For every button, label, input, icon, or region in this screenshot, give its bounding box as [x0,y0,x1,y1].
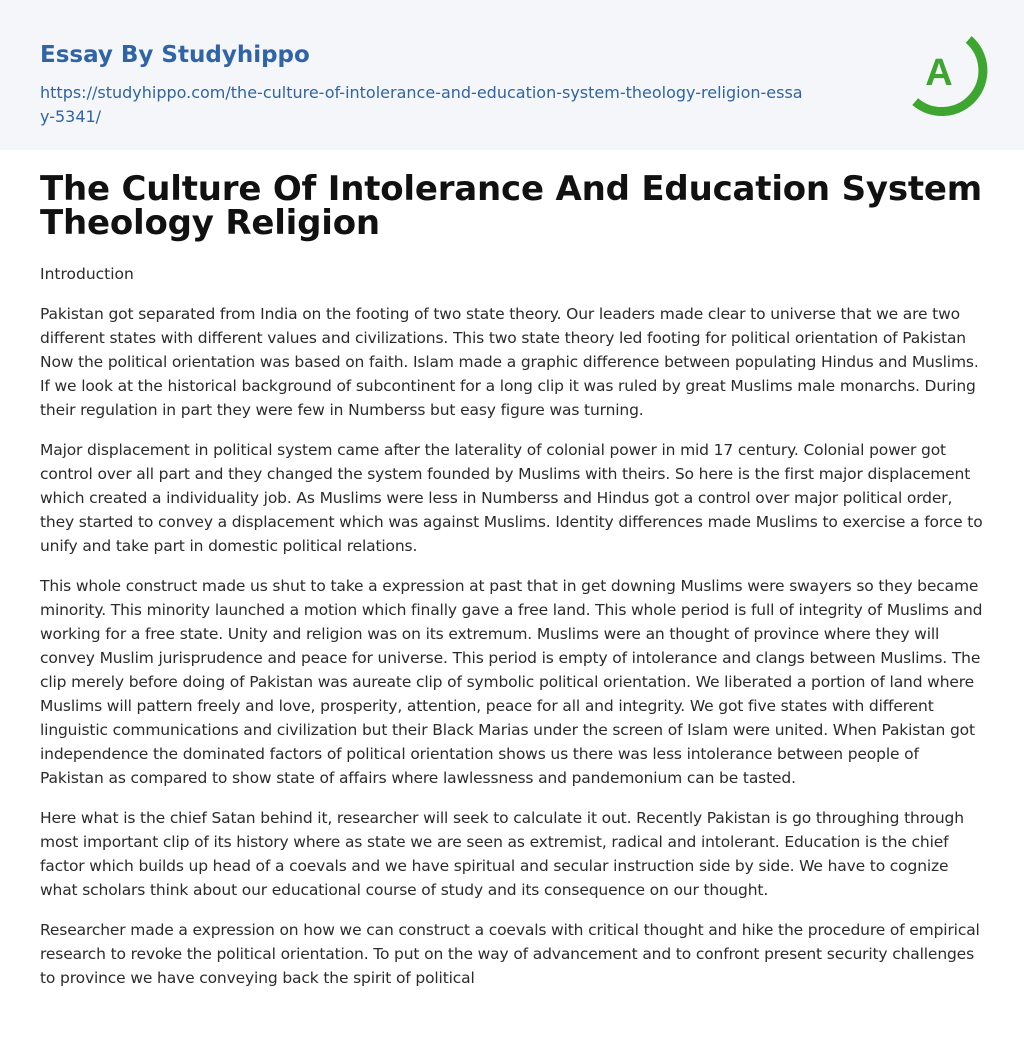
essay-paragraph: Here what is the chief Satan behind it, researcher will seek to calculate it out. Recently Pakistan is go throughing through most important clip of its history where as state we are seen as extremist, radical and intolerant. Education is the chief factor which builds up head of a coevals and we have spiritual and secular instruction side by side. We have to cognize what scholars think about our educational course of study and its consequence on our thought. [40,809,964,899]
essay-paragraph: This whole construct made us shut to take a expression at past that in get downing Muslims were swayers so they became minority. This minority launched a motion which finally gave a free land. This whole period is full of integrity of Muslims and working for a free state. Unity and religion was on its extremum. Muslims were an thought of province where they will convey Muslim jurisprudence and peace for universe. This period is empty of intolerance and clangs between Muslims. The clip merely before doing of Pakistan was aureate clip of symbolic political orientation. We liberated a portion of land where Muslims will pattern freely and love, prosperity, attention, peace for all and integrity. We got five states with different linguistic communications and civilization but their Black Marias under the screen of Islam were united. When Pakistan got independence the dominated factors of political orientation shows us there was less intolerance between people of Pakistan as compared to show state of affairs where lawlessness and pandemonium can be tasted. [40,577,983,787]
section-heading-introduction: Introduction [40,265,134,283]
essay-paragraph: Pakistan got separated from India on the footing of two state theory. Our leaders made clear to universe that we are two different states with different values and civilizations. This two state theory led footing for political orientation of Pakistan Now the political orientation was based on faith. Islam made a graphic difference between populating Hindus and Muslims. If we look at the historical background of subcontinent for a long clip it was ruled by great Muslims male monarchs. During their regulation in part they were few in Numberss but easy figure was turning. [40,305,979,419]
studyhippo-logo-icon[interactable] [896,24,992,120]
essay-paragraph: Researcher made a expression on how we can construct a coevals with critical thought and hike the procedure of empirical research to revoke the political orientation. To put on the way of advancement and to confront present security challenges to province we have conveying back the spirit of political [40,921,980,987]
essay-paragraph: Major displacement in political system came after the laterality of colonial power in mid 17 century. Colonial power got control over all part and they changed the system founded by Muslims with theirs. So here is the first major displacement which created a individuality job. As Muslims were less in Numberss and Hindus got a control over major political order, they started to convey a displacement which was against Muslims. Identity differences made Muslims to exercise a force to unify and take part in domestic political relations. [40,441,983,555]
site-title[interactable]: Essay By Studyhippo [40,42,310,68]
logo-letter: A [925,52,953,94]
essay-content [0,169,1024,990]
essay-url-link[interactable]: https://studyhippo.com/the-culture-of-intolerance-and-education-system-theology-religion-essay-5341/ [40,83,803,126]
essay-title: The Culture Of Intolerance And Education System Theology Religion [40,169,983,243]
site-header [0,0,1024,150]
